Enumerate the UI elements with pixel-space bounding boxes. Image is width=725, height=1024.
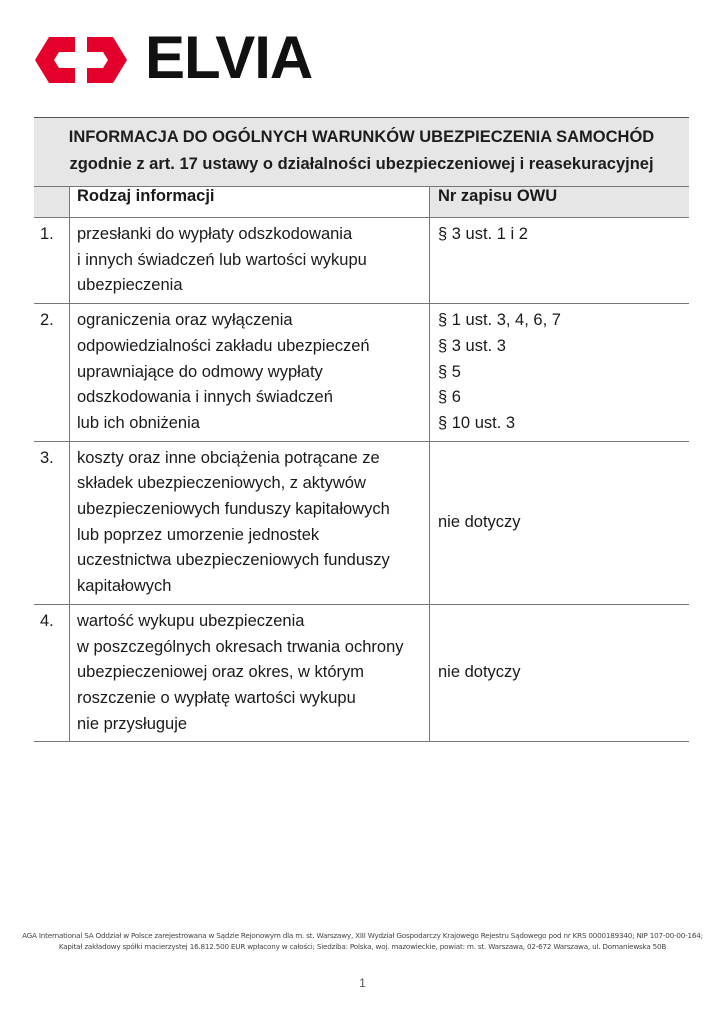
table-title-line1: INFORMACJA DO OGÓLNYCH WARUNKÓW UBEZPIECZENIA SAMOCHÓD xyxy=(68,128,655,146)
row-number: 4. xyxy=(34,604,70,742)
description-line: wartość wykupu ubezpieczenia xyxy=(77,611,305,630)
table-row xyxy=(34,218,689,304)
ref-line: nie dotyczy xyxy=(438,512,521,531)
brand-logo xyxy=(35,24,355,91)
header-number-cell xyxy=(34,187,70,218)
description-line: lub poprzez umorzenie jednostek xyxy=(77,525,320,544)
description-line: kapitałowych xyxy=(77,577,172,596)
row-description xyxy=(70,604,430,742)
row-ref xyxy=(430,218,690,304)
header-ref: Nr zapisu OWU xyxy=(430,187,690,218)
row-description xyxy=(70,441,430,604)
ref-line: § 5 xyxy=(438,362,461,381)
ref-line: § 10 ust. 3 xyxy=(438,413,516,432)
table-title xyxy=(34,118,689,187)
row-description xyxy=(70,304,430,442)
row-ref xyxy=(430,304,690,442)
row-number: 3. xyxy=(34,441,70,604)
ref-line: § 3 ust. 3 xyxy=(438,336,506,355)
ref-line: § 1 ust. 3, 4, 6, 7 xyxy=(438,311,561,330)
footer-line2: Kapitał zakładowy spółki macierzystej 16.812.500 EUR wpłacony w całości; Siedziba: Polska, woj. mazowieckie, powiat: m. st. Warszawa, 02-672 Warszawa, ul. Domaniewska 50B xyxy=(58,942,667,951)
row-ref xyxy=(430,604,690,742)
cross-logo-icon xyxy=(35,34,135,86)
page-number: 1 xyxy=(359,976,366,990)
table-row xyxy=(34,604,689,742)
ref-line: nie dotyczy xyxy=(438,663,521,682)
brand-name: ELVIA xyxy=(145,24,313,91)
footer-line1: AGA International SA Oddział w Polsce zarejestrowana w Sądzie Rejonowym dla m. st. Warszawy, XIII Wydział Gospodarczy Krajowego Rejestru Sądowego pod nr KRS 0000189340; NIP 107-00-00-164; xyxy=(22,931,703,940)
row-number: 2. xyxy=(34,304,70,442)
description-line: w poszczególnych okresach trwania ochrony xyxy=(77,637,404,656)
description-line: uprawniające do odmowy wypłaty xyxy=(77,362,323,381)
description-line: koszty oraz inne obciążenia potrącane ze xyxy=(77,448,380,467)
description-line: lub ich obniżenia xyxy=(77,413,200,432)
owu-info-table xyxy=(34,117,689,742)
description-line: odpowiedzialności zakładu ubezpieczeń xyxy=(77,336,370,355)
description-line: nie przysługuje xyxy=(77,714,188,733)
description-line: i innych świadczeń lub wartości wykupu xyxy=(77,250,367,269)
description-line: przesłanki do wypłaty odszkodowania xyxy=(77,225,353,243)
description-line: odszkodowania i innych świadczeń xyxy=(77,388,333,407)
table-title-line2: zgodnie z art. 17 ustawy o działalności ubezpieczeniowej i reasekuracyjnej xyxy=(69,155,654,173)
row-description xyxy=(70,218,430,304)
row-number: 1. xyxy=(34,218,70,304)
description-line: roszczenie o wypłatę wartości wykupu xyxy=(77,688,356,707)
table-row xyxy=(34,304,689,442)
description-line: ograniczenia oraz wyłączenia xyxy=(77,311,293,330)
description-line: ubezpieczenia xyxy=(77,276,183,295)
table-header-row xyxy=(34,187,689,218)
ref-line: § 6 xyxy=(438,388,461,407)
legal-footer xyxy=(0,930,725,952)
description-line: uczestnictwa ubezpieczeniowych funduszy xyxy=(77,551,390,570)
ref-line: § 3 ust. 1 i 2 xyxy=(438,225,528,243)
description-line: ubezpieczeniowej oraz okres, w którym xyxy=(77,663,365,682)
description-line: składek ubezpieczeniowych, z aktywów xyxy=(77,474,366,493)
row-ref xyxy=(430,441,690,604)
header-type: Rodzaj informacji xyxy=(70,187,430,218)
table-row xyxy=(34,441,689,604)
description-line: ubezpieczeniowych funduszy kapitałowych xyxy=(77,500,390,519)
